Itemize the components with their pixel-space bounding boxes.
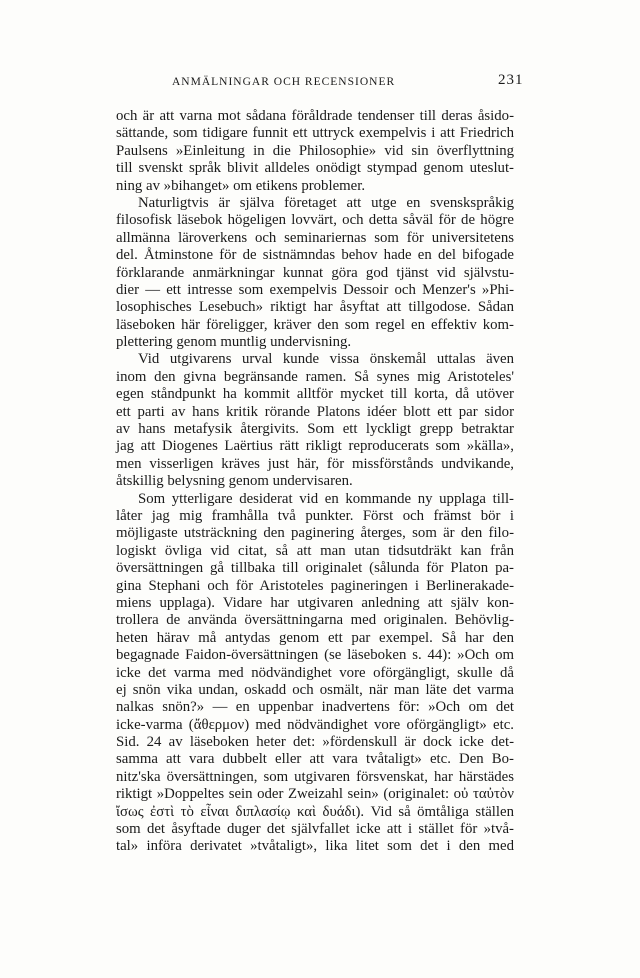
text-line: gina Stephani och för Aristoteles pagineringen i Berlinerakade- bbox=[116, 577, 514, 594]
text-line: samma att vara dubbelt eller att vara tvåtaligt» etc. Den Bo- bbox=[116, 751, 514, 768]
text-line: Som ytterligare desiderat vid en kommande ny upplaga till- bbox=[138, 490, 514, 507]
running-head: ANMÄLNINGAR OCH RECENSIONER bbox=[172, 76, 396, 88]
text-line: heten härav må antydas genom ett par exempel. Så har den bbox=[116, 629, 514, 646]
paragraph-4 bbox=[116, 491, 514, 856]
text-line: Vid utgivarens urval kunde vissa önskemål uttalas även bbox=[138, 351, 514, 368]
text-line: ἴσως ἐστὶ τὸ εἶναι διπλασίῳ καὶ δυάδι). Vid så ömtåliga ställen bbox=[116, 803, 514, 820]
text-line: trollera de använda översättningarna med originalen. Behövlig- bbox=[116, 612, 514, 629]
text-line: dier — ett intresse som exempelvis Dessoir och Menzer's »Phi- bbox=[116, 281, 514, 298]
text-line: till svenskt språk blivit alldeles onödigt stympad genom uteslut- bbox=[116, 160, 514, 177]
text-line: låter jag mig framhålla två punkter. Först och främst bör i bbox=[116, 507, 514, 524]
text-line: Sid. 24 av läseboken heter det: »fördenskull är dock icke det- bbox=[116, 734, 514, 751]
text-line: ett parti av hans kritik rörande Platons idéer blott ett par sidor bbox=[116, 403, 514, 420]
text-line: läseboken här föreligger, kräver den som regel en effektiv kom- bbox=[116, 316, 514, 333]
text-line: losophisches Lesebuch» riktigt har åsyftat att tillgodose. Sådan bbox=[116, 299, 514, 316]
text-line: översättningen gå tillbaka till originalet (sålunda för Platon pa- bbox=[116, 560, 514, 577]
text-line: icke det varma med nödvändighet vore oförgängligt, skulle då bbox=[116, 664, 514, 681]
text-line: egen ståndpunkt ha kommit alltför mycket till korta, då utöver bbox=[116, 386, 514, 403]
paragraph-2 bbox=[116, 195, 514, 352]
text-line: av hans metafysik återgivits. Som ett lyckligt grepp betraktar bbox=[116, 421, 514, 438]
body-text bbox=[116, 108, 514, 856]
text-line: och är att varna mot sådana föråldrade tendenser till deras åsido- bbox=[116, 108, 514, 124]
text-line: möjligaste utsträckning den paginering återges, som är den filo- bbox=[116, 525, 514, 542]
text-line: förklarande anmärkningar kunnat göra god tjänst vid självstu- bbox=[116, 264, 514, 281]
text-line: som det åsyftade duger det självfallet icke att i stället för »två- bbox=[116, 821, 514, 838]
text-line: ning av »bihanget» om etikens problemer. bbox=[116, 177, 366, 194]
text-line: ej snön vika undan, oskadd och osmält, när man läte det varma bbox=[116, 681, 514, 698]
text-line: begagnade Faidon-översättningen (se läseboken s. 44): »Och om bbox=[116, 647, 514, 664]
text-line: men visserligen kräves just här, för missförstånds undvikande, bbox=[116, 455, 514, 472]
text-line: sättande, som tidigare funnit ett uttryck exempelvis i att Friedrich bbox=[116, 125, 514, 142]
paragraph-1 bbox=[116, 108, 514, 195]
text-line: Naturligtvis är själva företaget att utge en svenskspråkig bbox=[138, 194, 514, 211]
paragraph-3 bbox=[116, 351, 514, 490]
text-line: nitz'ska översättningen, som utgivaren försvenskat, har härstädes bbox=[116, 768, 514, 785]
text-line: jag att Diogenes Laërtius rätt rikligt reproducerats som »källa», bbox=[116, 438, 514, 455]
text-line: tal» införa derivatet »tvåtaligt», lika litet som det i den med bbox=[116, 838, 514, 855]
text-line: del. Åtminstone för de sistnämndas behov hade en del bifogade bbox=[116, 247, 514, 264]
text-line: filosofisk läsebok högeligen lovvärt, och detta såväl för de högre bbox=[116, 212, 514, 229]
text-line: riktigt »Doppeltes sein oder Zweizahl sein» (originalet: οὐ ταὐτὸν bbox=[116, 786, 514, 803]
text-line: plettering genom muntlig undervisning. bbox=[116, 334, 352, 351]
text-line: icke-varma (ἄθερμον) med nödvändighet vore oförgängligt» etc. bbox=[116, 716, 514, 733]
text-line: Paulsens »Einleitung in die Philosophie» vid sin överflyttning bbox=[116, 142, 514, 159]
text-line: nalkas snön?» — en uppenbar inadvertens för: »Och om det bbox=[116, 699, 514, 716]
text-line: logiskt övliga vid citat, så att man utan tidsutdräkt kan från bbox=[116, 542, 514, 559]
text-line: miens upplaga). Vidare har utgivaren anledning att själv kon- bbox=[116, 594, 514, 611]
text-line: inom den givna begränsande ramen. Så synes mig Aristoteles' bbox=[116, 368, 514, 385]
text-line: allmänna läroverkens och seminariernas som för universitetens bbox=[116, 229, 514, 246]
text-line: åtskillig belysning genom undervisaren. bbox=[116, 473, 353, 490]
page-number: 231 bbox=[498, 72, 524, 88]
